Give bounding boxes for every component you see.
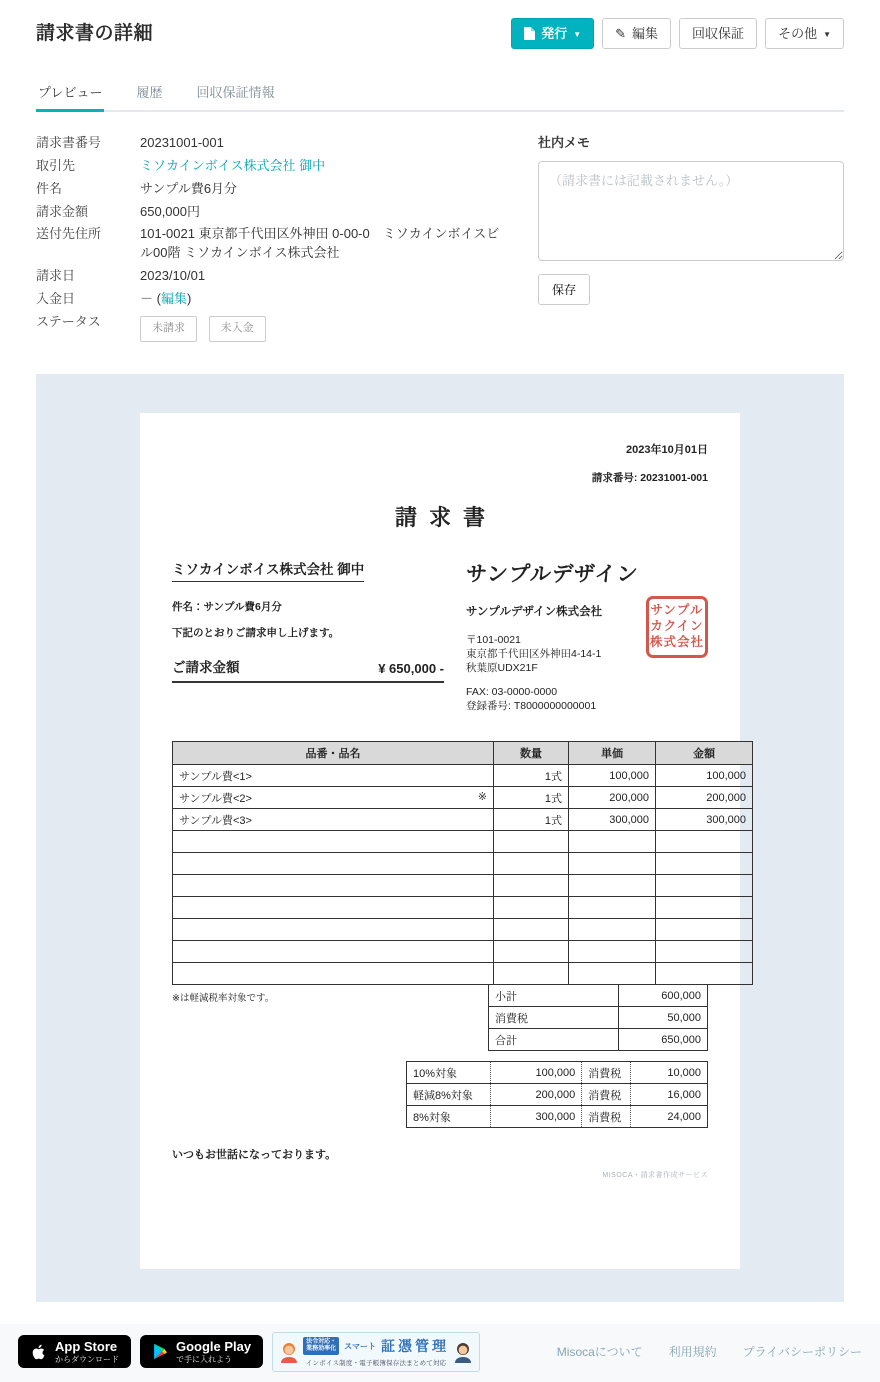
items-header-row	[173, 742, 753, 765]
tax-label: 消費税	[489, 1007, 619, 1029]
invoice-greeting: 下記のとおりご請求申し上げます。	[172, 626, 340, 639]
tax-breakdown-table	[406, 1061, 708, 1128]
detail-row-client	[36, 155, 506, 178]
memo-textarea[interactable]	[538, 161, 844, 261]
detail-label: 請求金額	[36, 203, 89, 219]
invoice-subject: 件名：サンプル費6月分	[172, 600, 282, 613]
law-badge	[303, 1337, 339, 1355]
app-store-line2: からダウンロード	[55, 1354, 119, 1364]
invoice-sender-block	[444, 558, 708, 713]
grand-total-row	[489, 1029, 708, 1051]
table-row	[173, 787, 753, 809]
tab-bar	[36, 75, 844, 112]
invoice-recipient-block	[172, 558, 444, 713]
item-unit-price: 100,000	[569, 765, 656, 787]
google-play-line2: で手に入れよう	[176, 1354, 232, 1364]
app-store-badge[interactable]	[18, 1335, 131, 1368]
subtotal-row	[489, 985, 708, 1007]
misoca-watermark: MISOCA・請求書作成サービス	[602, 1172, 708, 1180]
item-amount: 200,000	[656, 787, 753, 809]
chevron-down-icon: ▼	[823, 29, 831, 39]
detail-label: 請求書番号	[36, 135, 102, 150]
subtotal-value: 600,000	[618, 985, 707, 1007]
payment-date-suffix: )	[186, 290, 192, 306]
tax-rate-label: 軽減8%対象	[407, 1084, 491, 1106]
payment-date-dash: － (	[140, 290, 161, 306]
tax-amount: 16,000	[630, 1084, 707, 1106]
banner-smart-label: スマート	[344, 1341, 376, 1351]
table-empty-row	[173, 831, 753, 853]
google-play-badge[interactable]	[140, 1335, 263, 1368]
table-empty-row	[173, 897, 753, 919]
grand-total-value: 650,000	[618, 1029, 707, 1051]
apple-icon	[30, 1342, 48, 1362]
payment-date-edit-link[interactable]: 編集	[160, 290, 187, 306]
items-header-unit-price: 単価	[569, 742, 656, 765]
table-empty-row	[173, 853, 753, 875]
totals-section	[172, 984, 708, 1051]
reduced-tax-note: ※は軽減税率対象です。	[172, 993, 275, 1005]
tax-row	[489, 1007, 708, 1029]
item-name: サンプル費<2>	[179, 792, 252, 805]
document-icon	[524, 27, 535, 40]
table-empty-row	[173, 963, 753, 985]
tax-breakdown-row	[407, 1084, 708, 1106]
chevron-down-icon: ▼	[573, 29, 582, 39]
tax-rate-label: 10%対象	[407, 1062, 491, 1084]
footer-links	[557, 1343, 862, 1360]
item-unit-price: 200,000	[569, 787, 656, 809]
client-link[interactable]: ミソカインボイス株式会社 御中	[140, 157, 326, 173]
detail-label: 件名	[36, 180, 63, 196]
collection-guarantee-button[interactable]	[679, 18, 757, 49]
invoice-document	[140, 413, 746, 1269]
tax-amount: 10,000	[630, 1062, 707, 1084]
store-badges	[18, 1332, 480, 1372]
toolbar	[511, 18, 844, 49]
detail-value: 2023/10/01	[140, 268, 206, 284]
detail-row-invoice-date	[36, 265, 506, 288]
item-amount: 100,000	[656, 765, 753, 787]
tax-breakdown-row	[407, 1106, 708, 1128]
detail-value: 650,000円	[140, 203, 200, 219]
google-play-icon	[152, 1342, 169, 1361]
table-empty-row	[173, 941, 753, 963]
sender-registration: 登録番号: T8000000000001	[466, 700, 597, 713]
invoice-head	[172, 441, 708, 485]
tab-preview[interactable]: プレビュー	[36, 75, 104, 112]
sender-address2: 秋葉原UDX21F	[466, 661, 538, 674]
item-name: サンプル費<1>	[179, 770, 252, 783]
footer-link-terms[interactable]: 利用規約	[668, 1345, 717, 1360]
collection-guarantee-label: 回収保証	[692, 26, 745, 41]
detail-row-amount	[36, 201, 506, 224]
app-store-line1: App Store	[55, 1338, 118, 1354]
status-badge-unbilled: 未請求	[140, 316, 197, 342]
woman-character-icon	[279, 1341, 299, 1363]
item-note: ※	[477, 790, 487, 803]
detail-label: 取引先	[36, 157, 76, 173]
edit-button[interactable]	[602, 18, 671, 49]
page-title: 請求書の詳細	[36, 23, 154, 44]
tax-col-label: 消費税	[582, 1106, 631, 1128]
item-unit-price: 300,000	[569, 809, 656, 831]
payment-date-value	[140, 290, 506, 309]
subtotal-label: 小計	[489, 985, 619, 1007]
tax-base-amount: 300,000	[491, 1106, 582, 1128]
items-header-qty: 数量	[494, 742, 569, 765]
recipient-name: ミソカインボイス株式会社 御中	[172, 558, 364, 582]
internal-memo-panel	[538, 132, 844, 344]
google-play-line1: Google Play	[176, 1338, 252, 1354]
sender-address1: 東京都千代田区外神田4-14-1	[466, 647, 602, 660]
edit-button-label: 編集	[632, 26, 659, 41]
tab-history[interactable]: 履歴	[136, 85, 163, 100]
page-header	[0, 0, 880, 49]
preview-panel	[36, 374, 844, 1302]
detail-value: サンプル費6月分	[140, 180, 238, 196]
billed-amount-row	[172, 656, 444, 683]
sender-postal: 〒101-0021	[466, 633, 521, 646]
item-qty: 1式	[494, 765, 569, 787]
man-character-icon	[453, 1341, 473, 1363]
save-button[interactable]: 保存	[538, 274, 590, 305]
tax-base-amount: 200,000	[491, 1084, 582, 1106]
line-items-table	[172, 741, 753, 985]
issue-button[interactable]	[511, 18, 594, 49]
detail-label: 送付先住所	[36, 226, 102, 242]
others-button[interactable]	[765, 18, 844, 49]
detail-row-invoice-number	[36, 132, 506, 155]
sender-fax: FAX: 03-0000-0000	[466, 686, 558, 699]
invoice-columns	[172, 558, 708, 713]
law-badge-line1: 法令対応・	[306, 1339, 337, 1345]
detail-value: 101-0021 東京都千代田区外神田 0-00-0 ミソカインボイスビル00階 ミソカインボイス株式会社	[140, 226, 500, 261]
seal-line: サンプル	[650, 603, 704, 618]
tax-base-amount: 100,000	[491, 1062, 582, 1084]
tax-value: 50,000	[618, 1007, 707, 1029]
totals-table	[488, 984, 708, 1051]
invoice-details-list	[36, 132, 506, 344]
table-empty-row	[173, 875, 753, 897]
items-header-amount: 金額	[656, 742, 753, 765]
billed-amount-value: ¥ 650,000 -	[378, 660, 444, 676]
table-row	[173, 765, 753, 787]
banner-subtitle: インボイス制度・電子帳簿保存法まとめて対応	[305, 1360, 447, 1368]
item-qty: 1式	[494, 787, 569, 809]
closing-message: いつもお世話になっております。	[172, 1149, 337, 1162]
detail-value: 20231001-001	[140, 135, 224, 150]
tab-guarantee-info[interactable]: 回収保証情報	[196, 85, 275, 100]
seal-line: 株式会社	[649, 634, 704, 649]
issue-button-label: 発行	[541, 26, 568, 41]
law-badge-line2: 業務効率化	[306, 1346, 337, 1353]
grand-total-label: 合計	[489, 1029, 619, 1051]
smart-evidence-banner[interactable]	[272, 1332, 480, 1372]
detail-row-address	[36, 223, 506, 265]
items-header-name: 品番・品名	[173, 742, 494, 765]
info-section	[0, 112, 880, 356]
invoice-number: 請求番号: 20231001-001	[591, 471, 708, 484]
detail-row-status	[36, 311, 506, 344]
item-name: サンプル費<3>	[179, 814, 252, 827]
table-empty-row	[173, 919, 753, 941]
page-footer	[0, 1324, 880, 1382]
tax-col-label: 消費税	[582, 1062, 631, 1084]
memo-label: 社内メモ	[538, 135, 591, 150]
billed-amount-label: ご請求金額	[172, 659, 240, 675]
status-badge-unpaid: 未入金	[209, 316, 266, 342]
item-qty: 1式	[494, 809, 569, 831]
tax-col-label: 消費税	[582, 1084, 631, 1106]
detail-label: ステータス	[36, 313, 101, 329]
invoice-title: 請求書	[394, 504, 497, 530]
seal-line: カクイン	[650, 618, 704, 633]
detail-row-subject	[36, 178, 506, 201]
detail-label: 入金日	[36, 290, 76, 306]
pencil-icon: ✎	[615, 26, 627, 41]
banner-title: 証憑管理	[381, 1338, 449, 1355]
detail-label: 請求日	[36, 268, 76, 284]
tax-rate-label: 8%対象	[407, 1106, 491, 1128]
company-seal-stamp	[646, 596, 708, 658]
sender-logo: サンプルデザイン	[465, 562, 640, 586]
tax-amount: 24,000	[630, 1106, 707, 1128]
tax-breakdown-row	[407, 1062, 708, 1084]
table-row	[173, 809, 753, 831]
item-amount: 300,000	[656, 809, 753, 831]
footer-link-about[interactable]: Misocaについて	[556, 1345, 643, 1360]
sender-company: サンプルデザイン株式会社	[466, 605, 603, 618]
invoice-date: 2023年10月01日	[626, 443, 708, 456]
others-button-label: その他	[778, 26, 818, 41]
detail-row-payment-date	[36, 288, 506, 311]
footer-link-privacy[interactable]: プライバシーポリシー	[742, 1345, 862, 1360]
